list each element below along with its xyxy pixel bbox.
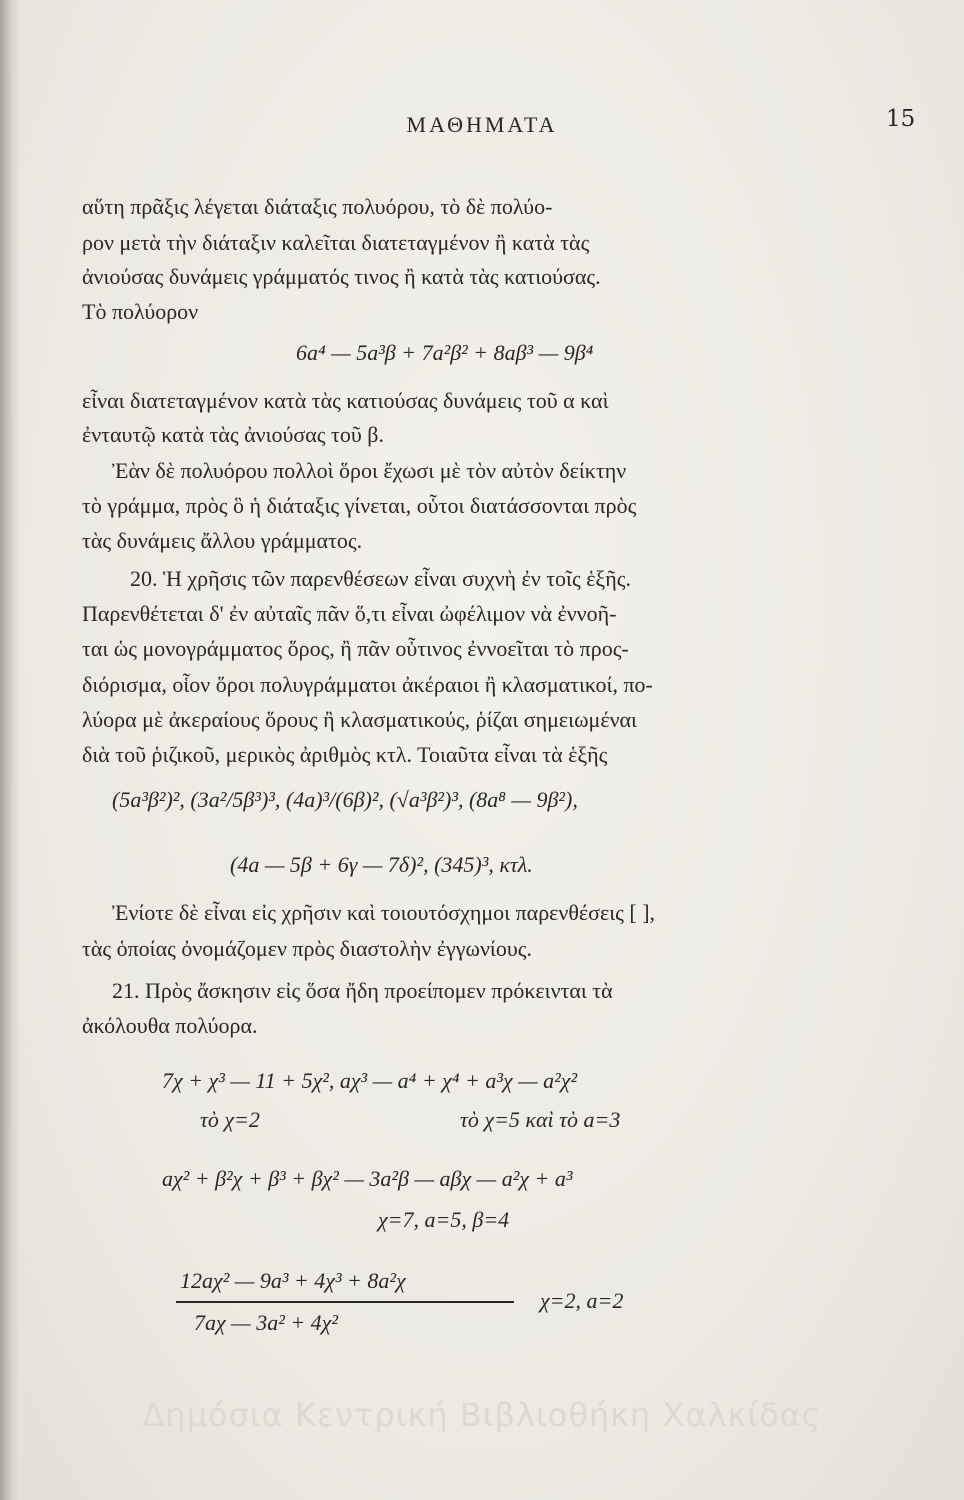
text-line: ἀκόλουθα πολύορα. [82,1013,258,1038]
exercise-1-formula: 7χ + χ³ — 11 + 5χ², aχ³ — a⁴ + χ⁴ + a³χ — a²χ² [162,1068,578,1093]
page-spine-shadow [0,0,20,1500]
text-line: ἐνταυτῷ κατὰ τὰς ἀνιούσας τοῦ β. [82,422,384,447]
text-line: τὰς δυνάμεις ἄλλου γράμματος. [82,528,363,553]
text-line: ἀνιούσας δυνάμεις γράμματός τινος ἢ κατὰ τὰς κατιούσας. [82,264,601,289]
text-line: Ἐνίοτε δὲ εἶναι εἰς χρῆσιν καὶ τοιουτόσχημοι παρενθέσεις [ ], [112,900,656,925]
text-line: λύορα μὲ ἀκεραίους ὅρους ἢ κλασματικούς, ῥίζαι σημειωμέναι [82,707,637,732]
section-21-line: 21. Πρὸς ἄσκησιν εἰς ὅσα ἤδη προείπομεν πρόκεινται τὰ [112,978,613,1003]
formula-parentheses-examples-2: (4a — 5β + 6γ — 7δ)², (345)³, κτλ. [230,852,533,877]
text-line: εἶναι διατεταγμένον κατὰ τὰς κατιούσας δυνάμεις τοῦ α καὶ [82,388,609,413]
formula-polynomial: 6a⁴ — 5a³β + 7a²β² + 8aβ³ — 9β⁴ [296,340,594,365]
text-line: αὕτη πρᾶξις λέγεται διάταξις πολυόρου, τὸ δὲ πολύο- [82,194,553,219]
running-header-title: ΜΑΘΗΜΑΤΑ [406,112,558,137]
text-line: τὸ γράμμα, πρὸς ὃ ἡ διάταξις γίνεται, οὗτοι διατάσσονται πρὸς [82,493,637,518]
section-20-line: 20. Ἡ χρῆσις τῶν παρενθέσεων εἶναι συχνὴ ἐν τοῖς ἑξῆς. [130,566,631,591]
library-watermark: Δημόσια Κεντρική Βιβλιοθήκη Χαλκίδας [142,1396,822,1434]
page-number: 15 [886,106,916,132]
exercise-2-values: χ=7, a=5, β=4 [378,1207,510,1232]
text-line: Ἐὰν δὲ πολυόρου πολλοὶ ὅροι ἔχωσι μὲ τὸν αὐτὸν δείκτην [112,458,627,483]
text-line: ρον μετὰ τὴν διάταξιν καλεῖται διατεταγμένον ἢ κατὰ τὰς [82,230,590,255]
exercise-3-denominator: 7aχ — 3a² + 4χ² [194,1310,338,1335]
text-line: διὰ τοῦ ῥιζικοῦ, μερικὸς ἀριθμὸς κτλ. Τοιαῦτα εἶναι τὰ ἑξῆς [82,742,608,767]
text-line: τὰς ὁποίας ὀνομάζομεν πρὸς διαστολὴν ἐγγωνίους. [82,936,532,961]
exercise-2-formula: aχ² + β²χ + β³ + βχ² — 3a²β — aβχ — a²χ + a³ [162,1166,573,1191]
text-line: ται ὡς μονογράμματος ὅρος, ἢ πᾶν οὗτινος ἐννοεῖται τὸ προς- [82,636,629,661]
exercise-1-value-right: τὸ χ=5 καὶ τὸ a=3 [460,1107,621,1132]
exercise-3-values: χ=2, a=2 [540,1288,624,1313]
formula-parentheses-examples: (5a³β²)², (3a²/5β³)³, (4a)³/(6β)², (√a³β²)³, (8a⁸ — 9β²), [112,787,578,812]
text-line: Παρενθέτεται δ' ἐν αὐταῖς πᾶν ὅ,τι εἶναι ὠφέλιμον νὰ ἐννοῆ- [82,601,617,626]
text-line: διόρισμα, οἷον ὅροι πολυγράμματοι ἀκέραιοι ἢ κλασματικοί, πο- [82,672,653,697]
text-line: Τὸ πολύορον [82,299,199,324]
fraction-bar [176,1301,514,1303]
exercise-3-numerator: 12aχ² — 9a³ + 4χ³ + 8a²χ [180,1268,406,1293]
exercise-1-value-left: τὸ χ=2 [200,1107,260,1132]
